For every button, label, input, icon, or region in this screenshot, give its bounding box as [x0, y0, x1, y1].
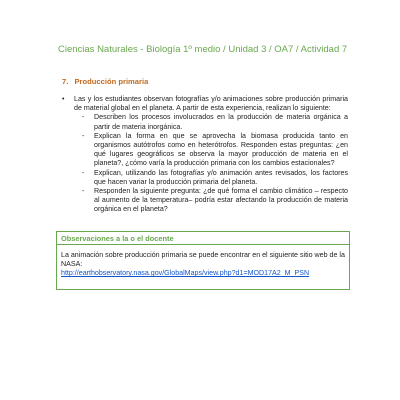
bullet-icon: • [62, 96, 65, 103]
section-title: Producción primaria [74, 77, 149, 86]
main-bullet-text: Las y los estudiantes observan fotografías y/o animaciones sobre producción primaria de material global en el planeta. A partir de esta experiencia, realizan lo siguiente: [74, 95, 348, 113]
activity-content [62, 95, 348, 215]
teacher-notes-box [56, 231, 350, 290]
breadcrumb: Ciencias Naturales - Biología 1º medio / Unidad 3 / OA7 / Actividad 7 [58, 44, 348, 55]
dash-icon: - [82, 131, 85, 140]
sub-item-list [74, 113, 348, 214]
dash-icon: - [82, 113, 85, 122]
section-heading [62, 77, 148, 86]
teacher-notes-body [57, 245, 349, 278]
teacher-notes-header: Observaciones a la o el docente [57, 232, 349, 245]
list-item [74, 187, 348, 215]
nasa-link[interactable]: http://earthobservatory.nasa.gov/GlobalMaps/view.php?d1=MOD17A2_M_PSN [61, 269, 310, 277]
section-number: 7. [62, 77, 69, 86]
dash-icon: - [82, 187, 85, 196]
sub-item-text: Explican la forma en que se aprovecha la biomasa producida tanto en organismos autótrofos como en heterótrofos. Responden estas preguntas: ¿en qué lugares geográficos se observa la mayor producción de materia en el planeta?, ¿cómo varía la producción primaria con los cambios estacionales? [94, 131, 348, 168]
sub-item-text: Responden la siguiente pregunta: ¿de qué forma el cambio climático – respecto al aumento de la temperatura– podría estar afectando la producción de materia orgánica en el planeta? [94, 187, 348, 214]
sub-item-text: Explican, utilizando las fotografías y/o animación antes revisados, los factores que hacen variar la producción primaria del planeta. [94, 168, 348, 186]
list-item [74, 169, 348, 187]
dash-icon: - [82, 168, 85, 177]
list-item [74, 132, 348, 169]
main-bullet-item [62, 95, 348, 215]
list-item [74, 113, 348, 131]
teacher-notes-text: La animación sobre producción primaria se puede encontrar en el siguiente sitio web de la NASA: [61, 251, 345, 268]
sub-item-text: Describen los procesos involucrados en la producción de materia orgánica a partir de materia inorgánica. [94, 113, 348, 131]
